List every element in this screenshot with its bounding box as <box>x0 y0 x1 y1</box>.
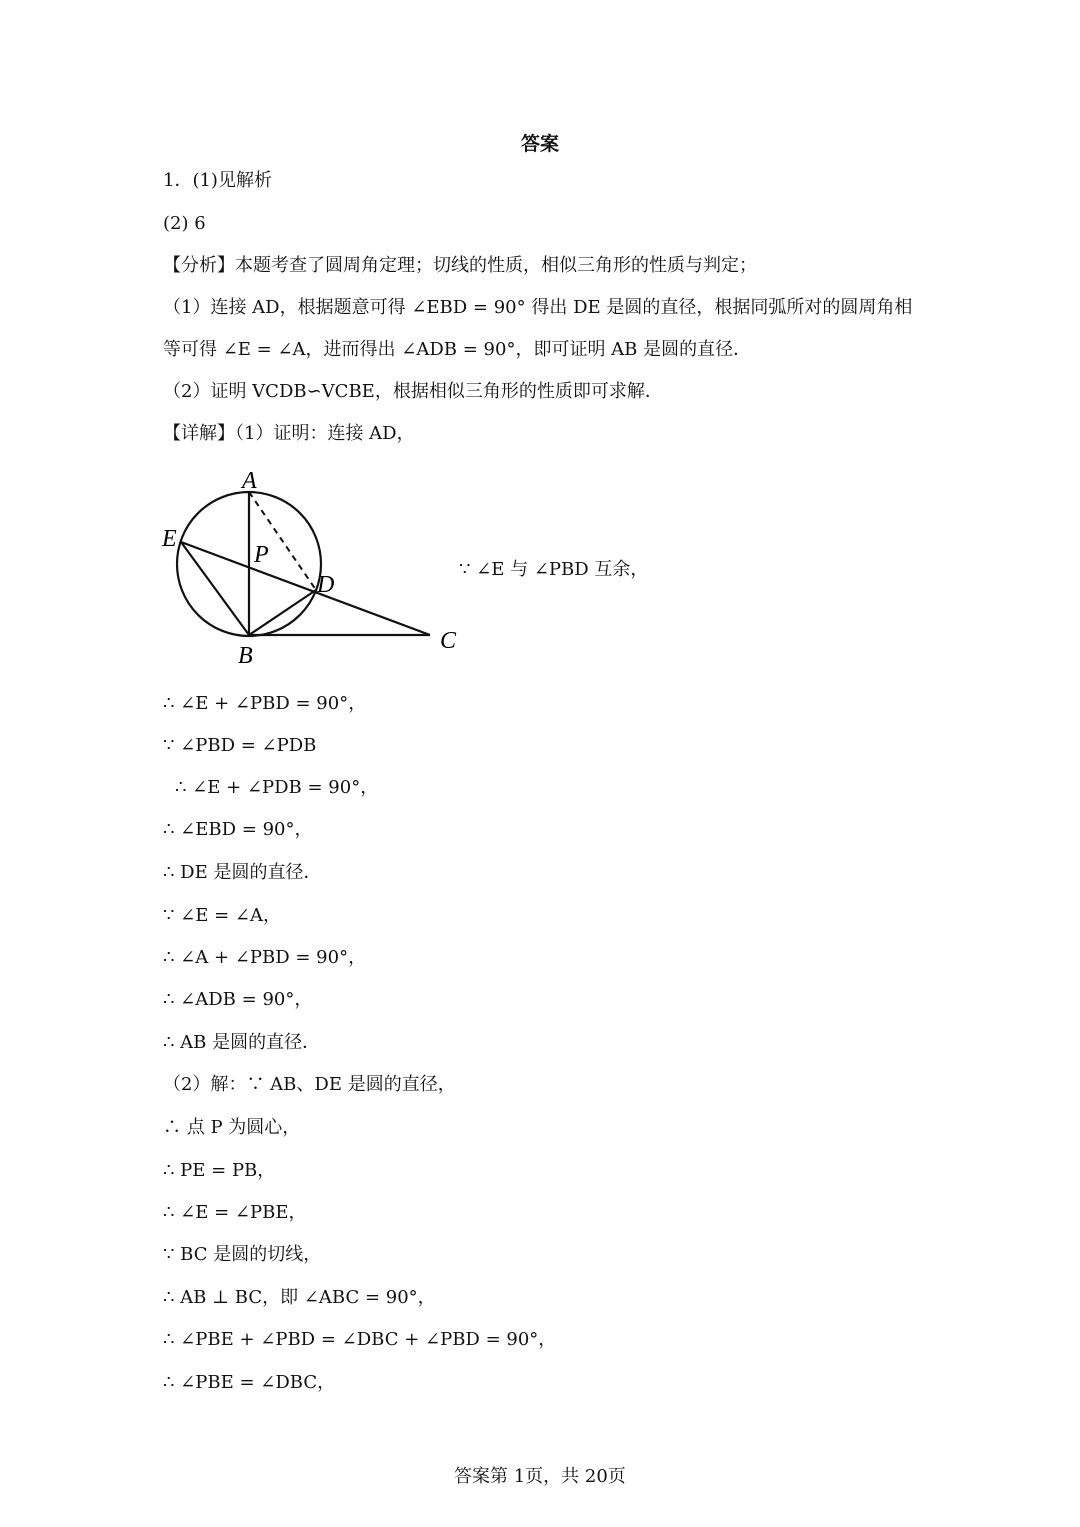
part2-line-4: ∴ ∠E = ∠PBE， <box>163 1202 307 1223</box>
proof-line-7: ∵ ∠E = ∠A， <box>163 905 282 926</box>
proof-line-8: ∴ ∠A + ∠PBD = 90°， <box>163 947 367 968</box>
proof-line-6: ∴ DE 是圆的直径． <box>163 862 322 883</box>
label-B: B <box>238 643 253 669</box>
proof-line-9: ∴ ∠ADB = 90°， <box>163 989 313 1010</box>
label-A: A <box>242 468 257 494</box>
analysis-heading: 【分析】本题考查了圆周角定理；切线的性质，相似三角形的性质与判定； <box>163 255 757 276</box>
proof-line-10: ∴ AB 是圆的直径． <box>163 1032 321 1053</box>
part2-line-1: （2）解：∵ AB、DE 是圆的直径， <box>163 1074 456 1095</box>
analysis-step2: （2）证明 VCDB∽VCBE，根据相似三角形的性质即可求解． <box>163 381 663 402</box>
part2-line-5: ∵ BC 是圆的切线， <box>163 1244 322 1265</box>
label-E: E <box>162 526 177 552</box>
geometry-figure <box>160 468 470 678</box>
part2-line-2: ∴ 点 P 为圆心， <box>163 1117 301 1138</box>
detail-heading: 【详解】（1）证明：连接 AD， <box>163 423 415 444</box>
analysis-step1-b: 等可得 ∠E = ∠A，进而得出 ∠ADB = 90°，即可证明 AB 是圆的直径． <box>163 339 752 360</box>
segment-AD-dashed <box>249 492 316 590</box>
part2-line-6: ∴ AB ⊥ BC，即 ∠ABC = 90°， <box>163 1287 436 1308</box>
part2-line-8: ∴ ∠PBE = ∠DBC， <box>163 1372 336 1393</box>
proof-line-2: ∴ ∠E + ∠PBD = 90°， <box>163 693 367 714</box>
answer-1-part2: (2) 6 <box>163 213 206 234</box>
proof-line-5: ∴ ∠EBD = 90°， <box>163 819 313 840</box>
analysis-step1-a: （1）连接 AD，根据题意可得 ∠EBD = 90° 得出 DE 是圆的直径，根据同弧所对的圆周角相 <box>163 297 913 318</box>
label-C: C <box>440 628 457 654</box>
proof-line-1: ∵ ∠E 与 ∠PBD 互余， <box>459 559 649 580</box>
part2-line-7: ∴ ∠PBE + ∠PBD = ∠DBC + ∠PBD = 90°， <box>163 1329 557 1350</box>
proof-line-4: ∴ ∠E + ∠PDB = 90°， <box>175 777 379 798</box>
segment-EB <box>181 542 249 635</box>
segment-EC <box>181 542 430 635</box>
label-P: P <box>254 542 269 568</box>
part2-line-3: ∴ PE = PB， <box>163 1160 276 1181</box>
page-title: 答案 <box>521 133 560 155</box>
answer-1-part1: 1．(1)见解析 <box>163 170 272 191</box>
page-footer: 答案第 1页，共 20页 <box>454 1466 626 1487</box>
label-D: D <box>317 572 335 598</box>
proof-line-3: ∵ ∠PBD = ∠PDB <box>163 735 317 756</box>
